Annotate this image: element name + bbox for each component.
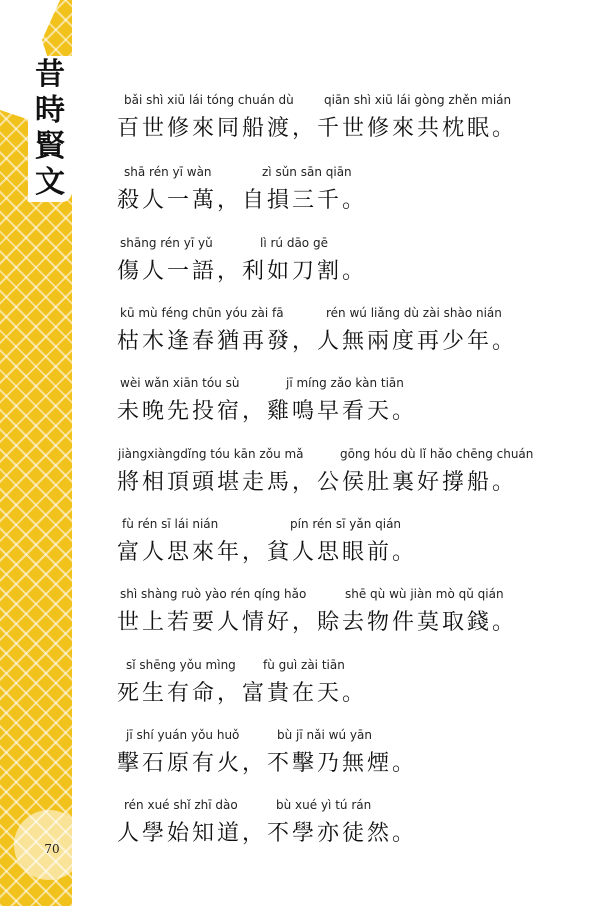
proverb-text: 枯木逢春猶再發，人無兩度再少年。 xyxy=(117,329,518,354)
pinyin-part-2: lì rú dāo gē xyxy=(260,236,328,250)
pinyin-part-2: zì sǔn sān qiān xyxy=(262,165,352,179)
pinyin-line xyxy=(0,306,610,322)
pinyin-line xyxy=(0,517,610,533)
pinyin-line xyxy=(0,728,610,744)
pinyin-part-1: jī shí yuán yǒu huǒ xyxy=(126,728,240,742)
proverb-text: 擊石原有火，不擊乃無煙。 xyxy=(117,751,418,776)
proverb-text: 人學始知道，不學亦徒然。 xyxy=(117,821,418,846)
pinyin-part-2: bù xué yì tú rán xyxy=(276,798,372,812)
proverb-text: 世上若要人情好，賒去物件莫取錢。 xyxy=(117,610,518,635)
pinyin-part-1: shā rén yī wàn xyxy=(124,165,212,179)
proverb-text: 殺人一萬，自損三千。 xyxy=(117,188,368,213)
proverb-text: 將相頂頭堪走馬，公侯肚裏好撐船。 xyxy=(117,470,518,495)
book-title-char-3: 賢 xyxy=(35,129,65,164)
pinyin-line xyxy=(0,376,610,392)
pinyin-part-2: gōng hóu dù lǐ hǎo chēng chuán xyxy=(340,447,534,461)
proverb-text: 百世修來同船渡，千世修來共枕眠。 xyxy=(117,116,518,141)
pinyin-part-2: shē qù wù jiàn mò qǔ qián xyxy=(345,587,504,601)
proverb-text: 富人思來年，貧人思眼前。 xyxy=(117,540,418,565)
pinyin-line xyxy=(0,447,610,463)
pinyin-part-1: fù rén sī lái nián xyxy=(122,517,219,531)
pinyin-part-2: qiān shì xiū lái gòng zhěn mián xyxy=(324,93,512,107)
proverb-text: 死生有命，富貴在天。 xyxy=(117,681,368,706)
pinyin-line xyxy=(0,236,610,252)
pinyin-part-1: shāng rén yī yǔ xyxy=(120,236,213,250)
proverb-text: 未晚先投宿，雞鳴早看天。 xyxy=(117,399,418,424)
book-title-char-1: 昔 xyxy=(35,57,65,92)
pinyin-part-1: kū mù féng chūn yóu zài fā xyxy=(120,306,284,320)
pinyin-part-1: bǎi shì xiū lái tóng chuán dù xyxy=(124,93,294,107)
proverb-text: 傷人一語，利如刀割。 xyxy=(117,259,368,284)
pinyin-part-1: sǐ shēng yǒu mìng xyxy=(126,658,236,672)
pinyin-line xyxy=(0,93,610,109)
pinyin-line xyxy=(0,165,610,181)
pinyin-part-2: fù guì zài tiān xyxy=(263,658,345,672)
page-number: 70 xyxy=(44,842,60,856)
pinyin-part-2: rén wú liǎng dù zài shào nián xyxy=(326,306,502,320)
pinyin-line xyxy=(0,798,610,814)
pinyin-part-1: jiàngxiàngdǐng tóu kān zǒu mǎ xyxy=(118,447,304,461)
pinyin-part-2: jī míng zǎo kàn tiān xyxy=(286,376,404,390)
pinyin-part-1: shì shàng ruò yào rén qíng hǎo xyxy=(120,587,307,601)
pinyin-part-1: rén xué shǐ zhī dào xyxy=(124,798,238,812)
book-title-char-4: 文 xyxy=(35,165,65,200)
pinyin-part-1: wèi wǎn xiān tóu sù xyxy=(120,376,240,390)
book-title-char-2: 時 xyxy=(35,93,65,128)
pinyin-part-2: pín rén sī yǎn qián xyxy=(290,517,402,531)
pinyin-line xyxy=(0,587,610,603)
pinyin-part-2: bù jī nǎi wú yān xyxy=(277,728,372,742)
pinyin-line xyxy=(0,658,610,674)
